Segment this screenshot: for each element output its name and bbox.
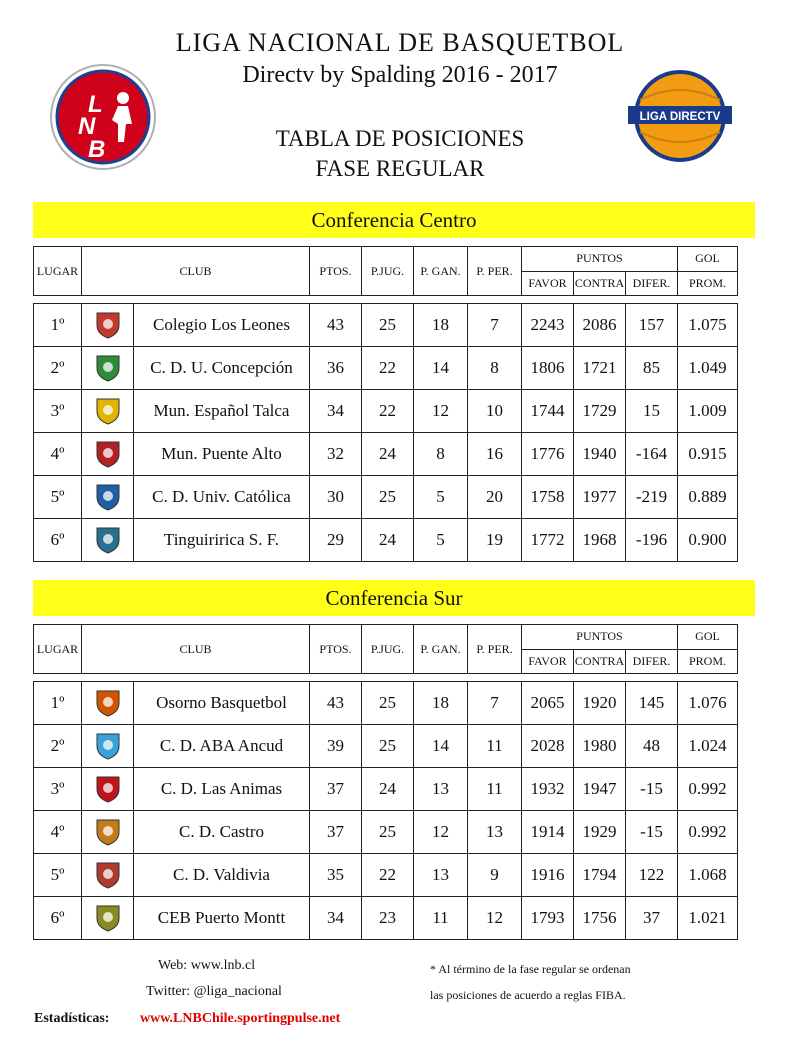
- header-pgan: P. GAN.: [414, 247, 468, 296]
- played-cell: 25: [362, 682, 414, 725]
- points-for-cell: 1914: [522, 811, 574, 854]
- points-for-cell: 1793: [522, 897, 574, 940]
- header-puntos: PUNTOS: [522, 625, 678, 650]
- footer-stats-label: Estadísticas:: [34, 1011, 110, 1026]
- point-diff-cell: 85: [626, 347, 678, 390]
- points-against-cell: 1947: [574, 768, 626, 811]
- league-title: LIGA NACIONAL DE BASQUETBOL: [175, 28, 625, 57]
- header-difer: DIFER.: [626, 649, 678, 674]
- points-cell: 34: [310, 390, 362, 433]
- lost-cell: 11: [468, 725, 522, 768]
- club-logo-icon: [93, 353, 123, 383]
- points-against-cell: 1729: [574, 390, 626, 433]
- club-name: Mun. Puente Alto: [134, 433, 310, 476]
- club-logo-icon: [93, 860, 123, 890]
- position-cell: 4º: [34, 433, 82, 476]
- point-diff-cell: 15: [626, 390, 678, 433]
- goal-avg-cell: 0.900: [678, 519, 738, 562]
- club-logo-icon: [93, 525, 123, 555]
- points-against-cell: 1968: [574, 519, 626, 562]
- lost-cell: 7: [468, 304, 522, 347]
- points-for-cell: 2065: [522, 682, 574, 725]
- goal-avg-cell: 0.992: [678, 811, 738, 854]
- points-for-cell: 2243: [522, 304, 574, 347]
- position-cell: 4º: [34, 811, 82, 854]
- points-cell: 37: [310, 768, 362, 811]
- points-cell: 37: [310, 811, 362, 854]
- lost-cell: 8: [468, 347, 522, 390]
- won-cell: 14: [414, 725, 468, 768]
- lost-cell: 13: [468, 811, 522, 854]
- played-cell: 23: [362, 897, 414, 940]
- svg-text:N: N: [78, 113, 96, 140]
- header-lugar: LUGAR: [34, 625, 82, 674]
- point-diff-cell: -196: [626, 519, 678, 562]
- club-logo-icon: [93, 731, 123, 761]
- goal-avg-cell: 1.049: [678, 347, 738, 390]
- club-logo-cell: [82, 433, 134, 476]
- header-prom: PROM.: [678, 649, 738, 674]
- won-cell: 18: [414, 304, 468, 347]
- played-cell: 22: [362, 390, 414, 433]
- club-logo-cell: [82, 768, 134, 811]
- played-cell: 25: [362, 811, 414, 854]
- club-name: CEB Puerto Montt: [134, 897, 310, 940]
- point-diff-cell: -219: [626, 476, 678, 519]
- won-cell: 5: [414, 476, 468, 519]
- lost-cell: 7: [468, 682, 522, 725]
- table-row: [34, 519, 738, 562]
- header-pper: P. PER.: [468, 247, 522, 296]
- played-cell: 25: [362, 725, 414, 768]
- lost-cell: 20: [468, 476, 522, 519]
- club-logo-cell: [82, 811, 134, 854]
- point-diff-cell: 37: [626, 897, 678, 940]
- points-against-cell: 1977: [574, 476, 626, 519]
- points-against-cell: 1980: [574, 725, 626, 768]
- goal-avg-cell: 1.024: [678, 725, 738, 768]
- goal-avg-cell: 0.915: [678, 433, 738, 476]
- points-cell: 34: [310, 897, 362, 940]
- point-diff-cell: 145: [626, 682, 678, 725]
- header-ptos: PTOS.: [310, 247, 362, 296]
- conference-centro-banner: Conferencia Centro: [33, 202, 755, 238]
- header-pgan: P. GAN.: [414, 625, 468, 674]
- table-row: [34, 725, 738, 768]
- points-cell: 43: [310, 304, 362, 347]
- points-cell: 35: [310, 854, 362, 897]
- club-logo-cell: [82, 519, 134, 562]
- header-gol: GOL: [678, 247, 738, 272]
- table-row: [34, 390, 738, 433]
- table-row: [34, 304, 738, 347]
- footer-note-1: * Al término de la fase regular se ordenan: [430, 962, 631, 976]
- header-pjug: P.JUG.: [362, 247, 414, 296]
- club-logo-cell: [82, 897, 134, 940]
- header-club: CLUB: [82, 625, 310, 674]
- header-difer: DIFER.: [626, 271, 678, 296]
- points-against-cell: 1920: [574, 682, 626, 725]
- position-cell: 3º: [34, 768, 82, 811]
- lost-cell: 16: [468, 433, 522, 476]
- club-logo-cell: [82, 854, 134, 897]
- header-favor: FAVOR: [522, 649, 574, 674]
- header-gol: GOL: [678, 625, 738, 650]
- standings-header-0: [33, 246, 738, 296]
- club-logo-icon: [93, 439, 123, 469]
- point-diff-cell: 122: [626, 854, 678, 897]
- club-name: Tinguiririca S. F.: [134, 519, 310, 562]
- point-diff-cell: -164: [626, 433, 678, 476]
- points-against-cell: 1794: [574, 854, 626, 897]
- points-for-cell: 2028: [522, 725, 574, 768]
- position-cell: 6º: [34, 519, 82, 562]
- club-logo-cell: [82, 347, 134, 390]
- won-cell: 5: [414, 519, 468, 562]
- points-against-cell: 1721: [574, 347, 626, 390]
- lnb-logo: [48, 62, 158, 172]
- played-cell: 24: [362, 768, 414, 811]
- header-favor: FAVOR: [522, 271, 574, 296]
- footer-stats-link[interactable]: www.LNBChile.sportingpulse.net: [140, 1011, 341, 1026]
- goal-avg-cell: 0.889: [678, 476, 738, 519]
- header-prom: PROM.: [678, 271, 738, 296]
- point-diff-cell: -15: [626, 768, 678, 811]
- points-against-cell: 1940: [574, 433, 626, 476]
- lost-cell: 11: [468, 768, 522, 811]
- phase-title: FASE REGULAR: [315, 156, 485, 181]
- table-row: [34, 854, 738, 897]
- point-diff-cell: 157: [626, 304, 678, 347]
- points-for-cell: 1744: [522, 390, 574, 433]
- point-diff-cell: 48: [626, 725, 678, 768]
- points-for-cell: 1772: [522, 519, 574, 562]
- standings-body-1: [33, 681, 738, 940]
- standings-body-0: [33, 303, 738, 562]
- won-cell: 14: [414, 347, 468, 390]
- points-cell: 32: [310, 433, 362, 476]
- footer-web: Web: www.lnb.cl: [158, 958, 256, 973]
- club-name: Osorno Basquetbol: [134, 682, 310, 725]
- club-logo-icon: [93, 688, 123, 718]
- position-cell: 1º: [34, 682, 82, 725]
- club-logo-icon: [93, 774, 123, 804]
- club-name: C. D. Valdivia: [134, 854, 310, 897]
- footer-note-2: las posiciones de acuerdo a reglas FIBA.: [430, 988, 626, 1002]
- lost-cell: 9: [468, 854, 522, 897]
- won-cell: 12: [414, 390, 468, 433]
- table-row: [34, 347, 738, 390]
- club-name: C. D. Castro: [134, 811, 310, 854]
- position-cell: 3º: [34, 390, 82, 433]
- points-for-cell: 1932: [522, 768, 574, 811]
- table-row: [34, 811, 738, 854]
- header-puntos: PUNTOS: [522, 247, 678, 272]
- points-cell: 36: [310, 347, 362, 390]
- goal-avg-cell: 1.075: [678, 304, 738, 347]
- position-cell: 2º: [34, 347, 82, 390]
- svg-text:B: B: [88, 136, 106, 163]
- position-cell: 6º: [34, 897, 82, 940]
- header-contra: CONTRA: [574, 271, 626, 296]
- club-logo-cell: [82, 682, 134, 725]
- goal-avg-cell: 1.076: [678, 682, 738, 725]
- liga-directv-logo: [620, 70, 740, 162]
- played-cell: 24: [362, 519, 414, 562]
- goal-avg-cell: 1.021: [678, 897, 738, 940]
- header-contra: CONTRA: [574, 649, 626, 674]
- points-cell: 39: [310, 725, 362, 768]
- club-logo-icon: [93, 396, 123, 426]
- conference-sur-banner: Conferencia Sur: [33, 580, 755, 616]
- svg-text:L: L: [88, 91, 103, 118]
- position-cell: 2º: [34, 725, 82, 768]
- won-cell: 12: [414, 811, 468, 854]
- won-cell: 8: [414, 433, 468, 476]
- goal-avg-cell: 0.992: [678, 768, 738, 811]
- table-row: [34, 476, 738, 519]
- goal-avg-cell: 1.068: [678, 854, 738, 897]
- header-pper: P. PER.: [468, 625, 522, 674]
- header-lugar: LUGAR: [34, 247, 82, 296]
- points-cell: 30: [310, 476, 362, 519]
- standings-header-1: [33, 624, 738, 674]
- won-cell: 13: [414, 854, 468, 897]
- position-cell: 5º: [34, 854, 82, 897]
- club-logo-icon: [93, 310, 123, 340]
- points-against-cell: 1756: [574, 897, 626, 940]
- club-name: Mun. Español Talca: [134, 390, 310, 433]
- points-cell: 29: [310, 519, 362, 562]
- club-logo-icon: [93, 482, 123, 512]
- lost-cell: 10: [468, 390, 522, 433]
- goal-avg-cell: 1.009: [678, 390, 738, 433]
- header-ptos: PTOS.: [310, 625, 362, 674]
- club-name: Colegio Los Leones: [134, 304, 310, 347]
- table-row: [34, 682, 738, 725]
- footer-twitter: Twitter: @liga_nacional: [146, 984, 282, 999]
- position-cell: 1º: [34, 304, 82, 347]
- points-for-cell: 1806: [522, 347, 574, 390]
- played-cell: 24: [362, 433, 414, 476]
- lost-cell: 12: [468, 897, 522, 940]
- club-name: C. D. Las Animas: [134, 768, 310, 811]
- played-cell: 25: [362, 304, 414, 347]
- played-cell: 22: [362, 854, 414, 897]
- club-logo-cell: [82, 390, 134, 433]
- played-cell: 25: [362, 476, 414, 519]
- club-name: C. D. ABA Ancud: [134, 725, 310, 768]
- position-cell: 5º: [34, 476, 82, 519]
- table-row: [34, 433, 738, 476]
- club-logo-cell: [82, 725, 134, 768]
- table-row: [34, 768, 738, 811]
- header-pjug: P.JUG.: [362, 625, 414, 674]
- won-cell: 13: [414, 768, 468, 811]
- table-row: [34, 897, 738, 940]
- lost-cell: 19: [468, 519, 522, 562]
- club-logo-cell: [82, 476, 134, 519]
- points-for-cell: 1916: [522, 854, 574, 897]
- header-club: CLUB: [82, 247, 310, 296]
- played-cell: 22: [362, 347, 414, 390]
- point-diff-cell: -15: [626, 811, 678, 854]
- points-cell: 43: [310, 682, 362, 725]
- club-logo-icon: [93, 903, 123, 933]
- points-against-cell: 1929: [574, 811, 626, 854]
- points-for-cell: 1758: [522, 476, 574, 519]
- won-cell: 18: [414, 682, 468, 725]
- points-against-cell: 2086: [574, 304, 626, 347]
- svg-text:LIGA DIRECTV: LIGA DIRECTV: [639, 111, 721, 123]
- points-for-cell: 1776: [522, 433, 574, 476]
- won-cell: 11: [414, 897, 468, 940]
- season-subtitle: Directv by Spalding 2016 - 2017: [242, 62, 558, 88]
- table-title: TABLA DE POSICIONES: [275, 126, 525, 151]
- club-logo-cell: [82, 304, 134, 347]
- club-logo-icon: [93, 817, 123, 847]
- club-name: C. D. Univ. Católica: [134, 476, 310, 519]
- club-name: C. D. U. Concepción: [134, 347, 310, 390]
